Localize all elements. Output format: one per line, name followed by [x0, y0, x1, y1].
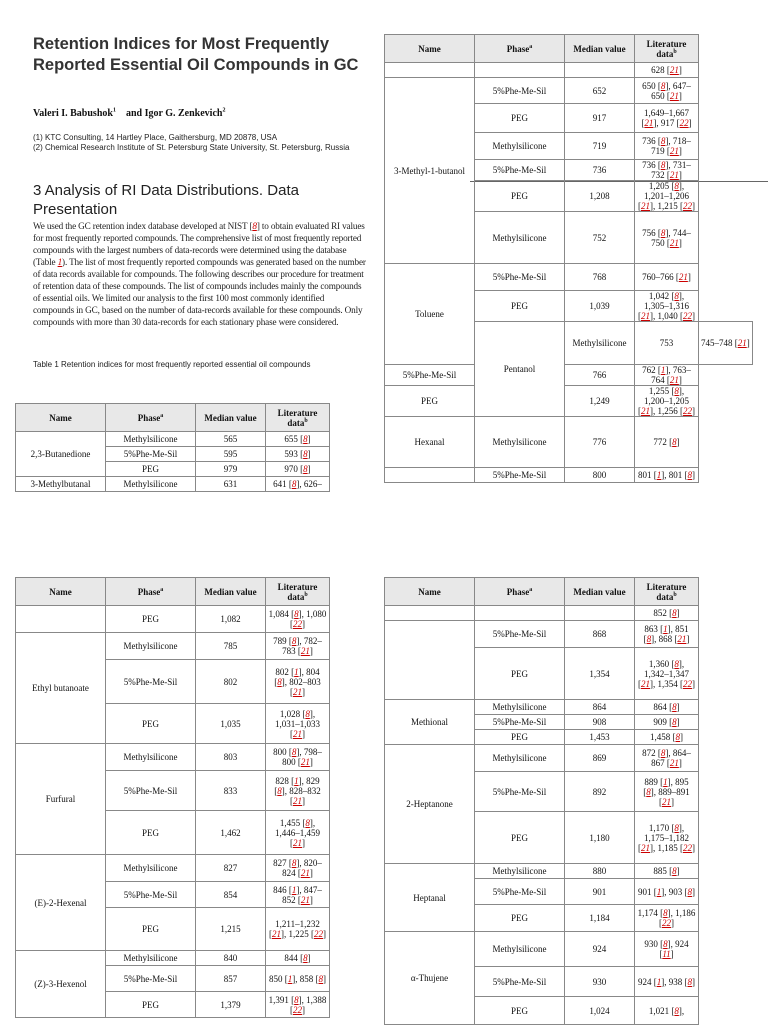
phase-cell: Methylsilicone — [565, 322, 635, 365]
literature-cell: 1,021 [8], — [635, 997, 699, 1025]
header-median: Median value — [565, 35, 635, 63]
citation-link[interactable]: 21 — [669, 758, 679, 768]
citation-link[interactable]: 8 — [303, 434, 308, 444]
compound-name: 2,3-Butanedione — [16, 432, 106, 477]
literature-cell: 628 [21] — [635, 63, 699, 78]
phase-cell: 5%Phe-Me-Sil — [475, 879, 565, 905]
median-cell: 1,354 — [565, 648, 635, 700]
literature-cell: 641 [8], 626– — [266, 477, 330, 492]
citation-link[interactable]: 8 — [318, 973, 323, 984]
table-row — [385, 78, 753, 104]
citation-link[interactable]: 21 — [641, 678, 650, 689]
literature-cell: 885 [8] — [635, 864, 699, 879]
median-cell: 631 — [196, 477, 266, 492]
citation-link[interactable]: 21 — [669, 146, 679, 156]
citation-link[interactable]: 8 — [672, 866, 677, 876]
citation-link[interactable]: 8 — [660, 136, 666, 146]
literature-cell: 650 [8], 647–650 [21] — [635, 78, 699, 104]
literature-cell: 1,649–1,667 [21], 917 [22] — [635, 104, 699, 133]
phase-cell: 5%Phe-Me-Sil — [106, 660, 196, 704]
phase-cell: Methylsilicone — [475, 932, 565, 967]
phase-cell: PEG — [106, 606, 196, 633]
literature-cell: 828 [1], 829 [8], 828–832 [21] — [266, 771, 330, 811]
affiliation: (1) KTC Consulting, 14 Hartley Place, Gaithersburg, MD 20878, USA — [33, 133, 278, 142]
citation-link[interactable]: 8 — [277, 676, 282, 687]
citation-link[interactable]: 8 — [687, 886, 692, 897]
citation-link[interactable]: 1 — [660, 365, 666, 375]
literature-cell: 756 [8], 744–750 [21] — [635, 212, 699, 264]
compound-name: Heptanal — [385, 864, 475, 932]
literature-cell: 1,205 [8], 1,201–1,206 [21], 1,215 [22] — [635, 181, 699, 212]
header-phase: Phase$^a$ — [475, 35, 565, 63]
phase-cell: Methylsilicone — [475, 133, 565, 160]
citation-link[interactable]: 8 — [252, 221, 257, 231]
literature-cell: 863 [1], 851 [8], 868 [21] — [635, 621, 699, 648]
citation-link[interactable]: 8 — [291, 858, 297, 868]
literature-cell: 745–748 [21] — [699, 322, 753, 365]
citation-link[interactable]: 8 — [663, 908, 668, 918]
phase-cell: PEG — [106, 462, 196, 477]
median-cell: 1,208 — [565, 181, 635, 212]
phase-cell: PEG — [475, 997, 565, 1025]
literature-cell: 762 [1], 763–764 [21] — [635, 365, 699, 386]
literature-cell: 655 [8] — [266, 432, 330, 447]
citation-link[interactable]: 8 — [675, 732, 680, 742]
section-heading: 3 Analysis of RI Data Distributions. Data Presentation — [33, 182, 299, 218]
literature-cell: 850 [1], 858 [8] — [266, 966, 330, 992]
header-name: Name — [16, 578, 106, 606]
median-cell: 892 — [565, 772, 635, 812]
phase-cell: PEG — [106, 908, 196, 951]
median-cell — [565, 63, 635, 78]
citation-link[interactable]: 8 — [672, 608, 677, 618]
citation-link[interactable]: 21 — [669, 65, 679, 75]
median-cell: 864 — [565, 700, 635, 715]
median-cell: 1,180 — [565, 812, 635, 864]
citation-link[interactable]: 21 — [293, 728, 302, 739]
table-row — [385, 365, 753, 386]
literature-cell: 1,455 [8], 1,446–1,459 [21] — [266, 811, 330, 855]
median-cell: 901 — [565, 879, 635, 905]
citation-link[interactable]: 8 — [674, 181, 679, 191]
median-cell: 595 — [196, 447, 266, 462]
phase-cell: PEG — [475, 291, 565, 322]
compound-name: Methional — [385, 700, 475, 745]
table-row — [16, 432, 330, 447]
retention-table-1 — [15, 403, 330, 492]
citation-link[interactable]: 21 — [669, 170, 679, 180]
phase-cell: Methylsilicone — [106, 633, 196, 660]
citation-link[interactable]: 1 — [663, 624, 668, 634]
median-cell: 768 — [565, 264, 635, 291]
citation-link[interactable]: 21 — [300, 646, 310, 656]
median-cell: 719 — [565, 133, 635, 160]
phase-cell: PEG — [385, 386, 475, 417]
phase-cell: Methylsilicone — [475, 700, 565, 715]
table-row — [385, 606, 699, 621]
median-cell: 1,215 — [196, 908, 266, 951]
citation-link[interactable]: 8 — [305, 708, 310, 719]
compound-name: (Z)-3-Hexenol — [16, 951, 106, 1018]
median-cell: 1,024 — [565, 997, 635, 1025]
median-cell: 1,184 — [565, 905, 635, 932]
compound-name: 3-Methyl-1-butanol — [385, 78, 475, 264]
citation-link[interactable]: 22 — [293, 1004, 302, 1015]
citation-link[interactable]: 8 — [674, 1005, 679, 1016]
table-link[interactable]: 1 — [57, 257, 63, 268]
citation-link[interactable]: 8 — [687, 976, 692, 987]
citation-link[interactable]: 22 — [683, 406, 692, 416]
author-name: Igor G. Zenkevich — [144, 108, 223, 119]
affiliation: (2) Chemical Research Institute of St. Petersburg State University, St. Petersburg, Russia — [33, 143, 350, 152]
citation-link[interactable]: 1 — [656, 470, 662, 480]
header-row — [16, 404, 330, 432]
citation-link[interactable]: 8 — [303, 464, 308, 474]
phase-cell: 5%Phe-Me-Sil — [106, 966, 196, 992]
median-cell: 776 — [565, 417, 635, 468]
literature-cell: 852 [8] — [635, 606, 699, 621]
phase-cell: 5%Phe-Me-Sil — [475, 967, 565, 997]
citation-link[interactable]: 21 — [678, 272, 688, 282]
header-phase: Phase$^a$ — [106, 578, 196, 606]
header-row — [385, 35, 753, 63]
table-row — [385, 63, 753, 78]
citation-link[interactable]: 21 — [293, 795, 302, 806]
citation-link[interactable]: 21 — [293, 837, 302, 848]
compound-name: Toluene — [385, 264, 475, 365]
median-cell: 917 — [565, 104, 635, 133]
literature-cell: 1,042 [8], 1,305–1,316 [21], 1,040 [22] — [635, 291, 699, 322]
compound-name — [16, 606, 106, 633]
citation-link[interactable]: 8 — [674, 822, 679, 833]
literature-cell: 1,458 [8] — [635, 730, 699, 745]
phase-cell — [475, 63, 565, 78]
citation-link[interactable]: 8 — [294, 609, 299, 619]
citation-link[interactable]: 22 — [683, 311, 692, 321]
citation-link[interactable]: 8 — [291, 636, 297, 646]
citation-link[interactable]: 21 — [641, 842, 650, 853]
median-cell: 827 — [196, 855, 266, 882]
citation-link[interactable]: 1 — [294, 775, 299, 786]
literature-cell: 872 [8], 864–867 [21] — [635, 745, 699, 772]
table-row — [385, 621, 699, 648]
table-caption: Table 1 Retention indices for most frequently reported essential oil compounds — [33, 360, 311, 369]
table-row — [385, 700, 699, 715]
citation-link[interactable]: 22 — [679, 118, 689, 128]
citation-link[interactable]: 8 — [294, 994, 299, 1005]
citation-link[interactable]: 8 — [277, 785, 282, 796]
literature-cell: 801 [1], 801 [8] — [635, 468, 699, 483]
literature-cell: 827 [8], 820–824 [21] — [266, 855, 330, 882]
header-median: Median value — [565, 578, 635, 606]
compound-name: Ethyl butanoate — [16, 633, 106, 744]
median-cell: 652 — [565, 78, 635, 104]
header-row — [16, 578, 330, 606]
literature-cell: 970 [8] — [266, 462, 330, 477]
median-cell: 869 — [565, 745, 635, 772]
median-cell: 868 — [565, 621, 635, 648]
compound-name — [385, 621, 475, 700]
phase-cell: Methylsilicone — [475, 745, 565, 772]
median-cell: 1,453 — [565, 730, 635, 745]
citation-link[interactable]: 8 — [674, 386, 679, 396]
header-median: Median value — [196, 404, 266, 432]
citation-link[interactable]: 8 — [646, 634, 652, 644]
citation-link[interactable]: 1 — [656, 976, 662, 987]
phase-cell: 5%Phe-Me-Sil — [475, 772, 565, 812]
citation-link[interactable]: 8 — [672, 437, 677, 447]
median-cell: 785 — [196, 633, 266, 660]
phase-cell: 5%Phe-Me-Sil — [106, 447, 196, 462]
compound-name — [385, 63, 475, 78]
citation-link[interactable]: 21 — [669, 90, 679, 101]
median-cell: 1,039 — [565, 291, 635, 322]
literature-cell: 760–766 [21] — [635, 264, 699, 291]
median-cell: 979 — [196, 462, 266, 477]
header-literature: Literature data$^b$ — [266, 404, 330, 432]
literature-cell: 1,211–1,232 [21], 1,225 [22] — [266, 908, 330, 951]
compound-name: α-Thujene — [385, 932, 475, 1025]
citation-link[interactable]: 21 — [669, 375, 679, 385]
literature-cell: 844 [8] — [266, 951, 330, 966]
citation-link[interactable]: 21 — [300, 757, 310, 767]
header-name: Name — [385, 35, 475, 63]
literature-cell: 736 [8], 718–719 [21] — [635, 133, 699, 160]
median-cell: 803 — [196, 744, 266, 771]
citation-link[interactable]: 22 — [683, 842, 692, 853]
median-cell: 565 — [196, 432, 266, 447]
phase-cell: Methylsilicone — [475, 212, 565, 264]
phase-cell: 5%Phe-Me-Sil — [106, 882, 196, 908]
literature-cell: 924 [1], 938 [8] — [635, 967, 699, 997]
literature-cell: 930 [8], 924 [11] — [635, 932, 699, 967]
authors: Valeri I. Babushok$^1$ and Igor G. Zenkevich$^2$ — [33, 107, 226, 119]
literature-cell: 1,255 [8], 1,200–1,205 [21], 1,256 [22] — [635, 386, 699, 417]
citation-link[interactable]: 8 — [687, 470, 692, 480]
citation-link[interactable]: 8 — [663, 939, 668, 949]
citation-link[interactable]: 21 — [300, 868, 310, 878]
median-cell: 1,249 — [565, 386, 635, 417]
compound-name: (E)-2-Hexenal — [16, 855, 106, 951]
citation-link[interactable]: 21 — [272, 929, 281, 939]
citation-link[interactable]: 21 — [644, 118, 654, 128]
literature-cell: 1,028 [8], 1,031–1,033 [21] — [266, 704, 330, 744]
median-cell: 1,379 — [196, 992, 266, 1018]
compound-name — [385, 606, 475, 621]
median-cell: 908 — [565, 715, 635, 730]
citation-link[interactable]: 21 — [662, 796, 671, 807]
literature-cell: 802 [1], 804 [8], 802–803 [21] — [266, 660, 330, 704]
citation-link[interactable]: 1 — [291, 884, 297, 895]
citation-link[interactable]: 22 — [683, 678, 692, 689]
median-cell: 930 — [565, 967, 635, 997]
citation-link[interactable]: 1 — [656, 886, 662, 897]
citation-link[interactable]: 8 — [660, 748, 666, 758]
citation-link[interactable]: 8 — [674, 291, 679, 301]
phase-cell: PEG — [475, 730, 565, 745]
body-paragraph: We used the GC retention index database developed at NIST [8] to obtain evaluated RI values for most frequently reported compounds. The comprehensive list of most frequently reported compounds with the largest numbers of data-records were determined using the database (Table 1). The list of most frequently reported compounds was generated based on the number of data records available for compounds. The following describes our procedure for treatment of retention data of these compounds. The list of compounds includes mainly the compounds of essential oils. We limited our analysis to the first 100 most commonly identified compounds in GC, based on the number of data-records available for these compounds. Only compounds with more than 30 data-records for each stationary phase were considered. — [33, 221, 366, 328]
median-cell: 857 — [196, 966, 266, 992]
median-cell: 840 — [196, 951, 266, 966]
median-cell: 1,082 — [196, 606, 266, 633]
header-phase: Phase$^a$ — [475, 578, 565, 606]
phase-cell: Methylsilicone — [475, 864, 565, 879]
header-median: Median value — [196, 578, 266, 606]
phase-cell: Methylsilicone — [106, 432, 196, 447]
median-cell: 854 — [196, 882, 266, 908]
phase-cell: Methylsilicone — [106, 744, 196, 771]
literature-cell: 1,170 [8], 1,175–1,182 [21], 1,185 [22] — [635, 812, 699, 864]
citation-link[interactable]: 11 — [662, 949, 671, 959]
phase-cell: Methylsilicone — [106, 477, 196, 492]
phase-cell: PEG — [106, 704, 196, 744]
citation-link[interactable]: 22 — [683, 201, 692, 211]
phase-cell: PEG — [475, 104, 565, 133]
citation-link[interactable]: 21 — [641, 406, 650, 416]
retention-table-2 — [384, 34, 753, 483]
citation-link[interactable]: 21 — [677, 634, 687, 644]
citation-link[interactable]: 21 — [669, 237, 679, 248]
median-cell: 880 — [565, 864, 635, 879]
citation-link[interactable]: 8 — [672, 702, 677, 712]
phase-cell: 5%Phe-Me-Sil — [475, 264, 565, 291]
median-cell: 1,035 — [196, 704, 266, 744]
citation-link[interactable]: 8 — [646, 786, 651, 797]
literature-cell: 736 [8], 731–732 [21] — [635, 160, 699, 181]
literature-cell: 889 [1], 895 [8], 889–891 [21] — [635, 772, 699, 812]
literature-cell: 1,360 [8], 1,342–1,347 [21], 1,354 [22] — [635, 648, 699, 700]
phase-cell: Methylsilicone — [106, 855, 196, 882]
phase-cell: 5%Phe-Me-Sil — [385, 365, 475, 386]
literature-cell: 864 [8] — [635, 700, 699, 715]
table-row — [16, 951, 330, 966]
phase-cell: 5%Phe-Me-Sil — [475, 715, 565, 730]
phase-cell: Methylsilicone — [475, 417, 565, 468]
table-row — [16, 744, 330, 771]
citation-link[interactable]: 8 — [672, 717, 677, 727]
citation-link[interactable]: 8 — [674, 658, 679, 669]
phase-cell: 5%Phe-Me-Sil — [475, 160, 565, 181]
header-literature: Literature data$^b$ — [635, 35, 699, 63]
literature-cell: 789 [8], 782–783 [21] — [266, 633, 330, 660]
literature-cell: 1,084 [8], 1,080 [22] — [266, 606, 330, 633]
phase-cell: PEG — [475, 812, 565, 864]
phase-cell: 5%Phe-Me-Sil — [475, 621, 565, 648]
citation-link[interactable]: 22 — [293, 619, 302, 629]
phase-cell: 5%Phe-Me-Sil — [106, 771, 196, 811]
phase-cell: PEG — [475, 648, 565, 700]
phase-cell: PEG — [106, 992, 196, 1018]
table-row — [385, 386, 753, 417]
compound-name — [385, 468, 475, 483]
literature-cell: 901 [1], 903 [8] — [635, 879, 699, 905]
phase-cell: PEG — [106, 811, 196, 855]
median-cell: 1,462 — [196, 811, 266, 855]
citation-link[interactable]: 8 — [660, 160, 666, 170]
table-row — [385, 864, 699, 879]
author-name: Valeri I. Babushok — [33, 108, 113, 119]
citation-link[interactable]: 8 — [291, 747, 297, 757]
median-cell: 766 — [565, 365, 635, 386]
citation-link[interactable]: 21 — [300, 894, 310, 905]
literature-cell: 1,391 [8], 1,388 [22] — [266, 992, 330, 1018]
citation-link[interactable]: 8 — [303, 953, 308, 963]
citation-link[interactable]: 21 — [641, 201, 650, 211]
citation-link[interactable]: 21 — [293, 686, 302, 697]
table-row — [16, 633, 330, 660]
median-cell: 833 — [196, 771, 266, 811]
citation-link[interactable]: 22 — [662, 918, 671, 928]
citation-link[interactable]: 1 — [287, 973, 293, 984]
phase-cell — [475, 606, 565, 621]
header-phase: Phase$^a$ — [106, 404, 196, 432]
compound-name: Furfural — [16, 744, 106, 855]
citation-link[interactable]: 22 — [314, 929, 323, 939]
median-cell: 753 — [635, 322, 699, 365]
table-row — [385, 745, 699, 772]
header-literature: Literature data$^b$ — [635, 578, 699, 606]
paper-title: Retention Indices for Most Frequently Reported Essential Oil Compounds in GC — [33, 35, 359, 74]
header-row — [385, 578, 699, 606]
phase-cell: PEG — [475, 181, 565, 212]
header-name: Name — [16, 404, 106, 432]
compound-name: Hexanal — [385, 417, 475, 468]
median-cell — [565, 606, 635, 621]
citation-link[interactable]: 8 — [660, 80, 666, 91]
table-row — [16, 477, 330, 492]
citation-link[interactable]: 8 — [305, 817, 310, 828]
literature-cell: 1,174 [8], 1,186 [22] — [635, 905, 699, 932]
compound-name: 2-Heptanone — [385, 745, 475, 864]
phase-cell: PEG — [475, 905, 565, 932]
phase-cell: Methylsilicone — [106, 951, 196, 966]
header-name: Name — [385, 578, 475, 606]
citation-link[interactable]: 21 — [641, 311, 650, 321]
literature-cell: 846 [1], 847–852 [21] — [266, 882, 330, 908]
literature-cell: 800 [8], 798–800 [21] — [266, 744, 330, 771]
header-literature: Literature data$^b$ — [266, 578, 330, 606]
literature-cell: 909 [8] — [635, 715, 699, 730]
retention-table-4 — [384, 577, 699, 1025]
citation-link[interactable]: 8 — [291, 479, 297, 489]
phase-cell: 5%Phe-Me-Sil — [475, 468, 565, 483]
phase-cell: 5%Phe-Me-Sil — [475, 78, 565, 104]
citation-link[interactable]: 1 — [663, 776, 668, 787]
median-cell: 752 — [565, 212, 635, 264]
compound-name: Pentanol — [475, 322, 565, 417]
literature-cell: 772 [8] — [635, 417, 699, 468]
table-row — [385, 417, 753, 468]
citation-link[interactable]: 1 — [294, 666, 299, 677]
citation-link[interactable]: 21 — [737, 338, 747, 348]
citation-link[interactable]: 8 — [303, 449, 308, 459]
compound-name: 3-Methylbutanal — [16, 477, 106, 492]
literature-cell: 593 [8] — [266, 447, 330, 462]
table-row — [385, 932, 699, 967]
table-row — [385, 468, 753, 483]
median-cell: 802 — [196, 660, 266, 704]
table-row — [385, 264, 753, 291]
median-cell: 800 — [565, 468, 635, 483]
affiliations — [33, 133, 363, 153]
table-row — [16, 606, 330, 633]
median-cell: 736 — [565, 160, 635, 181]
citation-link[interactable]: 8 — [660, 227, 666, 238]
median-cell: 924 — [565, 932, 635, 967]
table-row — [16, 855, 330, 882]
retention-table-3 — [15, 577, 330, 1018]
